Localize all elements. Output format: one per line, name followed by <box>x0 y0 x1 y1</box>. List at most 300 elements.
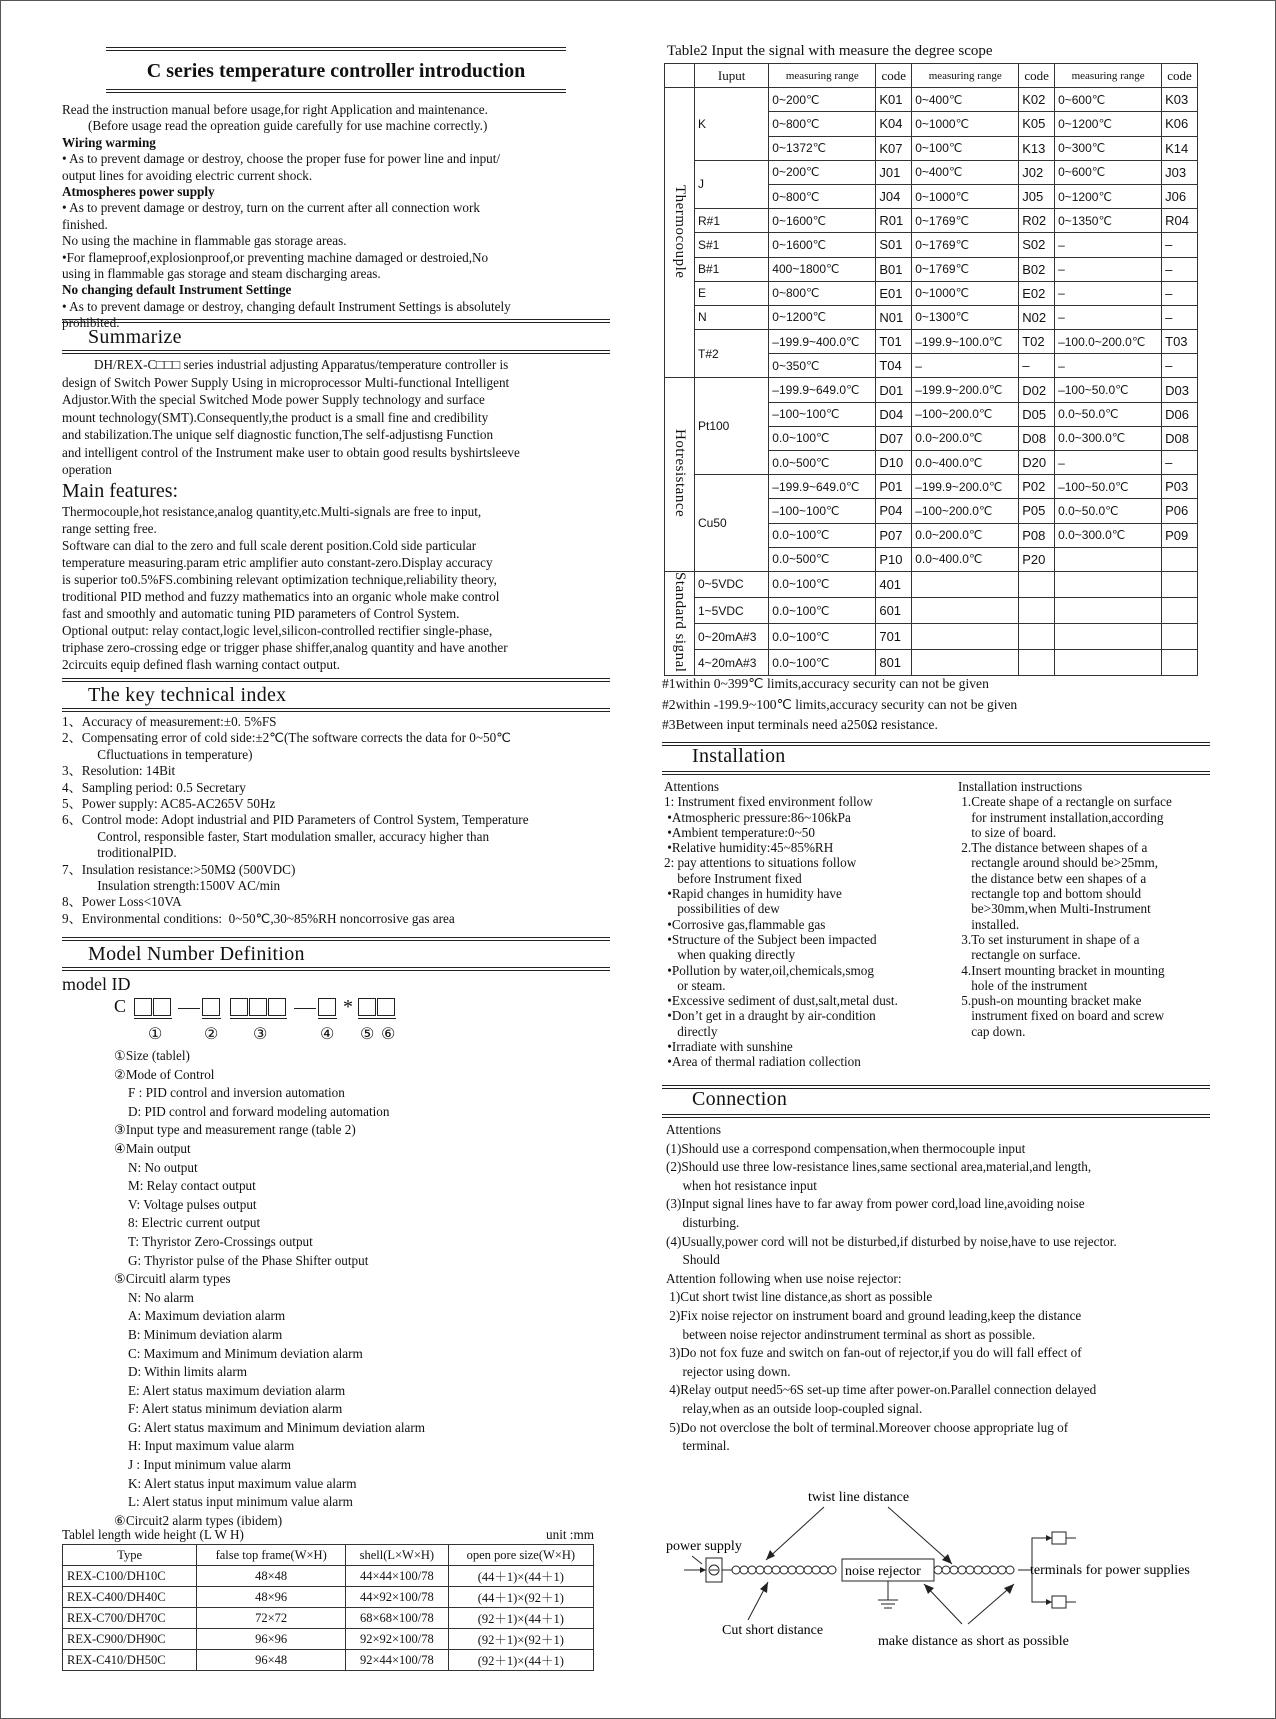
group-label: Thermocouple <box>672 184 688 279</box>
warning-line: prohibited. <box>62 315 120 331</box>
installation-line: •Excessive sediment of dust,salt,metal dust. <box>664 993 898 1009</box>
noise-rejector-diagram <box>662 1482 1210 1654</box>
connection-line: between noise rejector andinstrument terminal as short as possible. <box>666 1326 1036 1342</box>
table-cell: REX-C100/DH10C <box>63 1566 197 1587</box>
range-cell: –199.9~400.0℃ <box>769 330 876 354</box>
range-cell: – <box>1055 451 1162 475</box>
range-cell: 0~800℃ <box>769 281 876 305</box>
code-cell: P10 <box>876 547 912 571</box>
table-row <box>63 1566 594 1587</box>
model-definition-line: F : PID control and inversion automation <box>128 1085 345 1101</box>
model-definition-line: K: Alert status input maximum value alarm <box>128 1475 357 1491</box>
coil-loop <box>958 1566 966 1574</box>
installation-line: 4.Insert mounting bracket in mounting <box>958 962 1165 978</box>
coil-loop <box>1006 1566 1014 1574</box>
code-cell: K03 <box>1162 88 1198 112</box>
connection-body <box>666 1121 1206 1456</box>
coil-loop <box>812 1566 820 1574</box>
range-cell: 0~1600℃ <box>769 233 876 257</box>
key-index-line: 5、Power supply: AC85-AC265V 50Hz <box>62 796 276 812</box>
table-row <box>63 1650 594 1671</box>
connection-line: (2)Should use three low-resistance lines,same sectional area,material,and length, <box>666 1159 1092 1175</box>
connection-line: when hot resistance input <box>666 1177 817 1193</box>
installation-line: Attentions <box>664 779 719 794</box>
table-cell: 96×48 <box>197 1650 346 1671</box>
code-cell: 601 <box>876 598 912 624</box>
code-cell: K13 <box>1019 136 1055 160</box>
installation-line: directly <box>664 1023 718 1039</box>
code-cell: – <box>1162 281 1198 305</box>
model-definitions <box>114 1047 584 1530</box>
table-row <box>665 650 1198 676</box>
range-cell: 0.0~300.0℃ <box>1055 523 1162 547</box>
range-cell: 0.0~200.0℃ <box>912 523 1019 547</box>
size-table <box>62 1544 594 1671</box>
installation-attentions <box>664 779 954 1070</box>
table-cell: (92＋1)×(44＋1) <box>448 1608 593 1629</box>
key-index-line: 1、Accuracy of measurement:±0. 5%FS <box>62 714 277 729</box>
table-cell: REX-C900/DH90C <box>63 1629 197 1650</box>
code-cell: – <box>1162 257 1198 281</box>
key-index-line: Control, responsible faster, Start modulation smaller, accuracy higher than <box>84 828 490 844</box>
circle-2: ② <box>204 1026 219 1043</box>
connection-line: 5)Do not overclose the bolt of terminal.Moreover choose appropriate lug of <box>666 1419 1069 1435</box>
code-cell: P08 <box>1019 523 1055 547</box>
range-cell: 0~1000℃ <box>912 281 1019 305</box>
range-cell: –199.9~200.0℃ <box>912 475 1019 499</box>
installation-line: Installation instructions <box>958 779 1083 794</box>
section-rule <box>662 1114 1210 1118</box>
terminal-icon <box>1052 1532 1066 1544</box>
coil-loop <box>828 1566 836 1574</box>
code-cell: – <box>1162 233 1198 257</box>
connection-line: 3)Do not fox fuze and switch on fan-out of rejector,if you do will fall effect of <box>666 1345 1082 1361</box>
section-rule <box>62 350 610 354</box>
coil-loop <box>748 1566 756 1574</box>
connection-line: (1)Should use a correspond compensation,when thermocouple input <box>666 1140 1026 1156</box>
summarize-line: and stabilization.The unique self diagnostic function,The self-adjustisng Function <box>62 427 494 442</box>
code-cell: J01 <box>876 160 912 184</box>
installation-line: rectangle on surface. <box>958 947 1081 963</box>
corner-cell <box>665 64 695 88</box>
installation-line: rectangle around should be>25mm, <box>958 855 1159 871</box>
input-type-cell: 4~20mA#3 <box>695 650 769 676</box>
range-cell: 0~1769℃ <box>912 209 1019 233</box>
range-cell <box>1055 624 1162 650</box>
range-cell: 0.0~100℃ <box>769 650 876 676</box>
code-cell: D10 <box>876 451 912 475</box>
range-cell: 0~200℃ <box>769 88 876 112</box>
code-cell: T01 <box>876 330 912 354</box>
table-header-row <box>665 64 1198 88</box>
input-type-cell: B#1 <box>695 257 769 281</box>
table-row <box>63 1587 594 1608</box>
page-title: C series temperature controller introduction <box>146 60 526 82</box>
input-type-cell: 0~20mA#3 <box>695 624 769 650</box>
range-cell: 0~600℃ <box>1055 88 1162 112</box>
table-row <box>63 1608 594 1629</box>
warning-line: output lines for avoiding electric current shock. <box>62 167 313 183</box>
range-cell: 0~1769℃ <box>912 233 1019 257</box>
arrow-line <box>766 1507 824 1560</box>
range-cell: 0.0~500℃ <box>769 451 876 475</box>
arrow-line <box>888 1507 952 1564</box>
input-type-cell: T#2 <box>695 330 769 378</box>
column-header: false top frame(W×H) <box>197 1545 346 1566</box>
table1-caption-row <box>62 1527 594 1543</box>
table-cell: (92＋1)×(92＋1) <box>448 1629 593 1650</box>
table-cell: (44＋1)×(44＋1) <box>448 1566 593 1587</box>
table-row <box>665 281 1198 305</box>
coil-loop <box>982 1566 990 1574</box>
connection-title: Connection <box>692 1088 788 1110</box>
table-row <box>665 88 1198 112</box>
code-cell: K05 <box>1019 112 1055 136</box>
range-cell: – <box>1055 233 1162 257</box>
note-line: #3Between input terminals need a250Ω resistance. <box>662 717 938 732</box>
installation-line: •Pollution by water,oil,chemicals,smog <box>664 962 874 978</box>
range-cell: 0.0~100℃ <box>769 523 876 547</box>
range-cell: –199.9~100.0℃ <box>912 330 1019 354</box>
code-cell: K04 <box>876 112 912 136</box>
installation-line: instrument fixed on board and screw <box>958 1008 1165 1024</box>
code-cell <box>1019 571 1055 597</box>
dash <box>294 1008 316 1009</box>
code-cell: P07 <box>876 523 912 547</box>
twisted-pair-right <box>934 1566 1014 1574</box>
table-row <box>665 233 1198 257</box>
table-row <box>665 209 1198 233</box>
table-row <box>665 598 1198 624</box>
code-cell: B02 <box>1019 257 1055 281</box>
coil-loop <box>796 1566 804 1574</box>
table-cell: REX-C400/DH40C <box>63 1587 197 1608</box>
installation-line: •Irradiate with sunshine <box>664 1039 793 1055</box>
title-rule <box>106 47 566 51</box>
connection-line: 1)Cut short twist line distance,as short as possible <box>666 1289 933 1305</box>
code-cell: J02 <box>1019 160 1055 184</box>
range-cell: 0~1000℃ <box>912 112 1019 136</box>
installation-line: •Rapid changes in humidity have <box>664 886 842 902</box>
column-header: open pore size(W×H) <box>448 1545 593 1566</box>
table-cell: 92×92×100/78 <box>346 1629 449 1650</box>
circle-3: ③ <box>253 1026 268 1043</box>
model-slot-5-6 <box>358 998 396 1019</box>
model-slot-3 <box>230 998 287 1019</box>
rejector-label: noise rejector <box>845 1564 921 1579</box>
model-definition-line: ①Size (tablel) <box>114 1048 190 1063</box>
range-cell: 0.0~400.0℃ <box>912 547 1019 571</box>
code-cell <box>1162 650 1198 676</box>
code-cell: P06 <box>1162 499 1198 523</box>
features-line: 2circuits equip defined flash warning contact output. <box>62 657 340 672</box>
features-line: Thermocouple,hot resistance,analog quantity,etc.Multi-signals are free to input, <box>62 504 482 519</box>
model-definition-line: M: Relay contact output <box>128 1178 256 1194</box>
input-type-cell: E <box>695 281 769 305</box>
code-cell: E02 <box>1019 281 1055 305</box>
model-definition-line: A: Maximum deviation alarm <box>128 1308 286 1324</box>
range-cell: –100~100℃ <box>769 499 876 523</box>
range-cell: 0~1300℃ <box>912 305 1019 329</box>
key-index-line: 9、Environmental conditions: 0~50℃,30~85%RH noncorrosive gas area <box>62 910 455 926</box>
column-header: code <box>876 64 912 88</box>
connection-line: relay,when as an outside loop-coupled signal. <box>666 1400 923 1416</box>
section-rule <box>62 708 610 712</box>
input-type-cell: Pt100 <box>695 378 769 475</box>
installation-line: 1: Instrument fixed environment follow <box>664 794 873 810</box>
note-line: #1within 0~399℃ limits,accuracy security can not be given <box>662 676 989 691</box>
model-slot-4 <box>318 998 337 1019</box>
code-cell: K14 <box>1162 136 1198 160</box>
cut-label: Cut short distance <box>722 1623 824 1638</box>
code-cell: R01 <box>876 209 912 233</box>
installation-line: installed. <box>958 916 1020 932</box>
range-cell: 0~1600℃ <box>769 209 876 233</box>
code-cell: R02 <box>1019 209 1055 233</box>
model-title: Model Number Definition <box>88 943 305 965</box>
circle-1: ① <box>148 1026 163 1043</box>
code-cell: J04 <box>876 184 912 208</box>
model-definition-line: T: Thyristor Zero-Crossings output <box>128 1233 313 1249</box>
installation-line: •Atmospheric pressure:86~106kPa <box>664 809 851 825</box>
table-row <box>665 160 1198 184</box>
arrow-head <box>760 1582 768 1593</box>
circle-6: ⑥ <box>381 1026 396 1043</box>
coil-loop <box>998 1566 1006 1574</box>
table-cell: (92＋1)×(44＋1) <box>448 1650 593 1671</box>
range-cell: 0.0~300.0℃ <box>1055 426 1162 450</box>
installation-line: 2.The distance between shapes of a <box>958 840 1148 856</box>
model-definition-line: N: No alarm <box>128 1289 194 1305</box>
code-cell: R04 <box>1162 209 1198 233</box>
installation-line: when quaking directly <box>664 947 796 963</box>
model-definition-line: ③Input type and measurement range (table 2) <box>114 1122 356 1138</box>
features-line: Optional output: relay contact,logic level,silicon-controlled rectifier single-phase, <box>62 623 493 638</box>
model-definition-line: J : Input minimum value alarm <box>128 1457 291 1473</box>
input-type-cell: Cu50 <box>695 475 769 572</box>
range-cell: –199.9~649.0℃ <box>769 378 876 402</box>
model-prefix: C <box>114 996 127 1016</box>
summarize-title: Summarize <box>88 326 182 348</box>
range-cell: 0~300℃ <box>1055 136 1162 160</box>
model-definition-line: G: Thyristor pulse of the Phase Shifter output <box>128 1252 369 1268</box>
warning-heading: Atmospheres power supply <box>62 184 215 200</box>
connection-line: Attentions <box>666 1122 721 1137</box>
model-definition-line: C: Maximum and Minimum deviation alarm <box>128 1345 363 1361</box>
range-cell: – <box>912 354 1019 378</box>
code-cell: D08 <box>1019 426 1055 450</box>
features-line: is superior to0.5%FS.combining relevant optimization technique,reliability theory, <box>62 572 497 587</box>
range-cell <box>1055 650 1162 676</box>
summarize-line: operation <box>62 462 112 477</box>
range-cell: –100~200.0℃ <box>912 402 1019 426</box>
model-definition-line: F: Alert status minimum deviation alarm <box>128 1401 343 1417</box>
code-cell: D01 <box>876 378 912 402</box>
key-index-line: Insulation strength:1500V AC/min <box>84 878 281 894</box>
note-line: #2within -199.9~100℃ limits,accuracy security can not be given <box>662 696 1018 712</box>
installation-line: be>30mm,when Multi-Instrument <box>958 901 1151 917</box>
model-definition-line: ④Main output <box>114 1140 191 1156</box>
input-type-cell: 0~5VDC <box>695 571 769 597</box>
summarize-line: DH/REX-C□□□ series industrial adjusting Apparatus/temperature controller is <box>94 357 509 372</box>
model-definition-line: N: No output <box>128 1159 198 1175</box>
coil-loop <box>990 1566 998 1574</box>
key-index-line: 3、Resolution: 14Bit <box>62 763 176 779</box>
input-type-cell: S#1 <box>695 233 769 257</box>
model-definition-line: D: Within limits alarm <box>128 1364 248 1380</box>
model-definition-line: B: Minimum deviation alarm <box>128 1326 283 1342</box>
input-signal-table <box>664 63 1198 676</box>
code-cell: P09 <box>1162 523 1198 547</box>
coil-loop <box>974 1566 982 1574</box>
code-cell: D20 <box>1019 451 1055 475</box>
installation-line: possibilities of dew <box>664 901 780 917</box>
table2-notes <box>662 674 1210 736</box>
range-cell: 0~1372℃ <box>769 136 876 160</box>
installation-line: to size of board. <box>958 824 1057 840</box>
title-rule <box>106 89 566 93</box>
installation-line: •Corrosive gas,flammable gas <box>664 916 826 932</box>
table-cell: 96×96 <box>197 1629 346 1650</box>
table1-caption: Tablel length wide height (L W H) <box>62 1527 244 1542</box>
arrow-head <box>766 1550 775 1560</box>
installation-line: •Structure of the Subject been impacted <box>664 931 877 947</box>
range-cell <box>912 598 1019 624</box>
range-cell: –100~50.0℃ <box>1055 378 1162 402</box>
installation-line: hole of the instrument <box>958 977 1088 993</box>
range-cell: –100~50.0℃ <box>1055 475 1162 499</box>
range-cell: 0~350℃ <box>769 354 876 378</box>
range-cell: 0~600℃ <box>1055 160 1162 184</box>
code-cell: 801 <box>876 650 912 676</box>
range-cell <box>912 650 1019 676</box>
terminal-icon <box>1052 1596 1066 1608</box>
table-row <box>665 571 1198 597</box>
model-definition-line: ⑤Circuitl alarm types <box>114 1271 231 1287</box>
range-cell <box>912 571 1019 597</box>
connection-line: (4)Usually,power cord will not be disturbed,if disturbed by noise,have to use rejector. <box>666 1233 1117 1249</box>
range-cell <box>1055 571 1162 597</box>
features-title: Main features: <box>62 480 179 502</box>
range-cell: –100.0~200.0℃ <box>1055 330 1162 354</box>
code-cell: J05 <box>1019 184 1055 208</box>
input-type-cell: N <box>695 305 769 329</box>
dash <box>178 1008 200 1009</box>
table-cell: 68×68×100/78 <box>346 1608 449 1629</box>
code-cell: D05 <box>1019 402 1055 426</box>
installation-line: •Don’t get in a draught by air-condition <box>664 1008 876 1024</box>
section-rule <box>62 937 610 941</box>
code-cell: P01 <box>876 475 912 499</box>
installation-instructions <box>958 779 1210 1039</box>
group-label: Standard signal <box>672 571 688 673</box>
column-header: shell(L×W×H) <box>346 1545 449 1566</box>
code-cell: 401 <box>876 571 912 597</box>
range-cell: 0~800℃ <box>769 184 876 208</box>
code-cell: J06 <box>1162 184 1198 208</box>
twist-label: twist line distance <box>808 1490 910 1505</box>
code-cell: P05 <box>1019 499 1055 523</box>
code-cell <box>1162 547 1198 571</box>
range-cell: 0~1200℃ <box>769 305 876 329</box>
range-cell: 0.0~400.0℃ <box>912 451 1019 475</box>
range-cell <box>1055 598 1162 624</box>
code-cell: E01 <box>876 281 912 305</box>
connection-line: rejector using down. <box>666 1363 791 1379</box>
installation-line: the distance betw een shapes of a <box>958 870 1147 886</box>
range-cell: 0.0~50.0℃ <box>1055 402 1162 426</box>
code-cell <box>1019 624 1055 650</box>
range-cell: 0~1000℃ <box>912 184 1019 208</box>
range-cell: 0.0~200.0℃ <box>912 426 1019 450</box>
key-index-title: The key technical index <box>88 684 287 706</box>
installation-line: cap down. <box>958 1023 1026 1039</box>
table-row <box>665 330 1198 354</box>
range-cell: 0.0~100℃ <box>769 571 876 597</box>
installation-line: or steam. <box>664 977 726 993</box>
intro <box>62 102 610 332</box>
code-cell: – <box>1162 451 1198 475</box>
model-definition-line: V: Voltage pulses output <box>128 1196 257 1212</box>
table1-unit: unit :mm <box>546 1527 594 1542</box>
code-cell: T02 <box>1019 330 1055 354</box>
warning-line: • As to prevent damage or destroy, changing default Instrument Settings is absolutely <box>62 298 511 314</box>
coil-loop <box>772 1566 780 1574</box>
column-header: measuring range <box>1055 64 1162 88</box>
code-cell: K02 <box>1019 88 1055 112</box>
model-definition-line: E: Alert status maximum deviation alarm <box>128 1382 346 1398</box>
model-star: * <box>343 996 353 1018</box>
leader <box>692 1556 702 1564</box>
table-cell: 48×48 <box>197 1566 346 1587</box>
installation-line: 5.push-on mounting bracket make <box>958 993 1142 1009</box>
coil-loop <box>966 1566 974 1574</box>
range-cell: –199.9~200.0℃ <box>912 378 1019 402</box>
range-cell: 0~1200℃ <box>1055 184 1162 208</box>
key-index-line: 4、Sampling period: 0.5 Secretary <box>62 779 246 795</box>
coil-loop <box>942 1566 950 1574</box>
model-definition-line: 8: Electric current output <box>128 1215 261 1231</box>
section-rule <box>62 319 610 323</box>
code-cell: S01 <box>876 233 912 257</box>
code-cell: P03 <box>1162 475 1198 499</box>
range-cell: 0.0~100℃ <box>769 598 876 624</box>
code-cell: T03 <box>1162 330 1198 354</box>
key-index-body <box>62 714 610 927</box>
coil-loop <box>804 1566 812 1574</box>
warning-line: finished. <box>62 216 108 232</box>
arrow-head <box>942 1554 952 1564</box>
table-cell: (44＋1)×(92＋1) <box>448 1587 593 1608</box>
model-id-label: model ID <box>62 974 131 994</box>
key-index-line: 7、Insulation resistance:>50MΩ (500VDC) <box>62 861 296 877</box>
summarize-body <box>62 356 610 479</box>
coil-loop <box>934 1566 942 1574</box>
code-cell <box>1162 598 1198 624</box>
section-rule <box>62 967 610 971</box>
installation-title: Installation <box>692 745 786 767</box>
table2-caption: Table2 Input the signal with measure the degree scope <box>667 43 993 59</box>
table-cell: REX-C700/DH70C <box>63 1608 197 1629</box>
table-row <box>665 475 1198 499</box>
table-row <box>665 305 1198 329</box>
code-cell: P20 <box>1019 547 1055 571</box>
code-cell: S02 <box>1019 233 1055 257</box>
code-cell: – <box>1019 354 1055 378</box>
coil-loop <box>732 1566 740 1574</box>
code-cell: – <box>1162 305 1198 329</box>
range-cell: 0~200℃ <box>769 160 876 184</box>
